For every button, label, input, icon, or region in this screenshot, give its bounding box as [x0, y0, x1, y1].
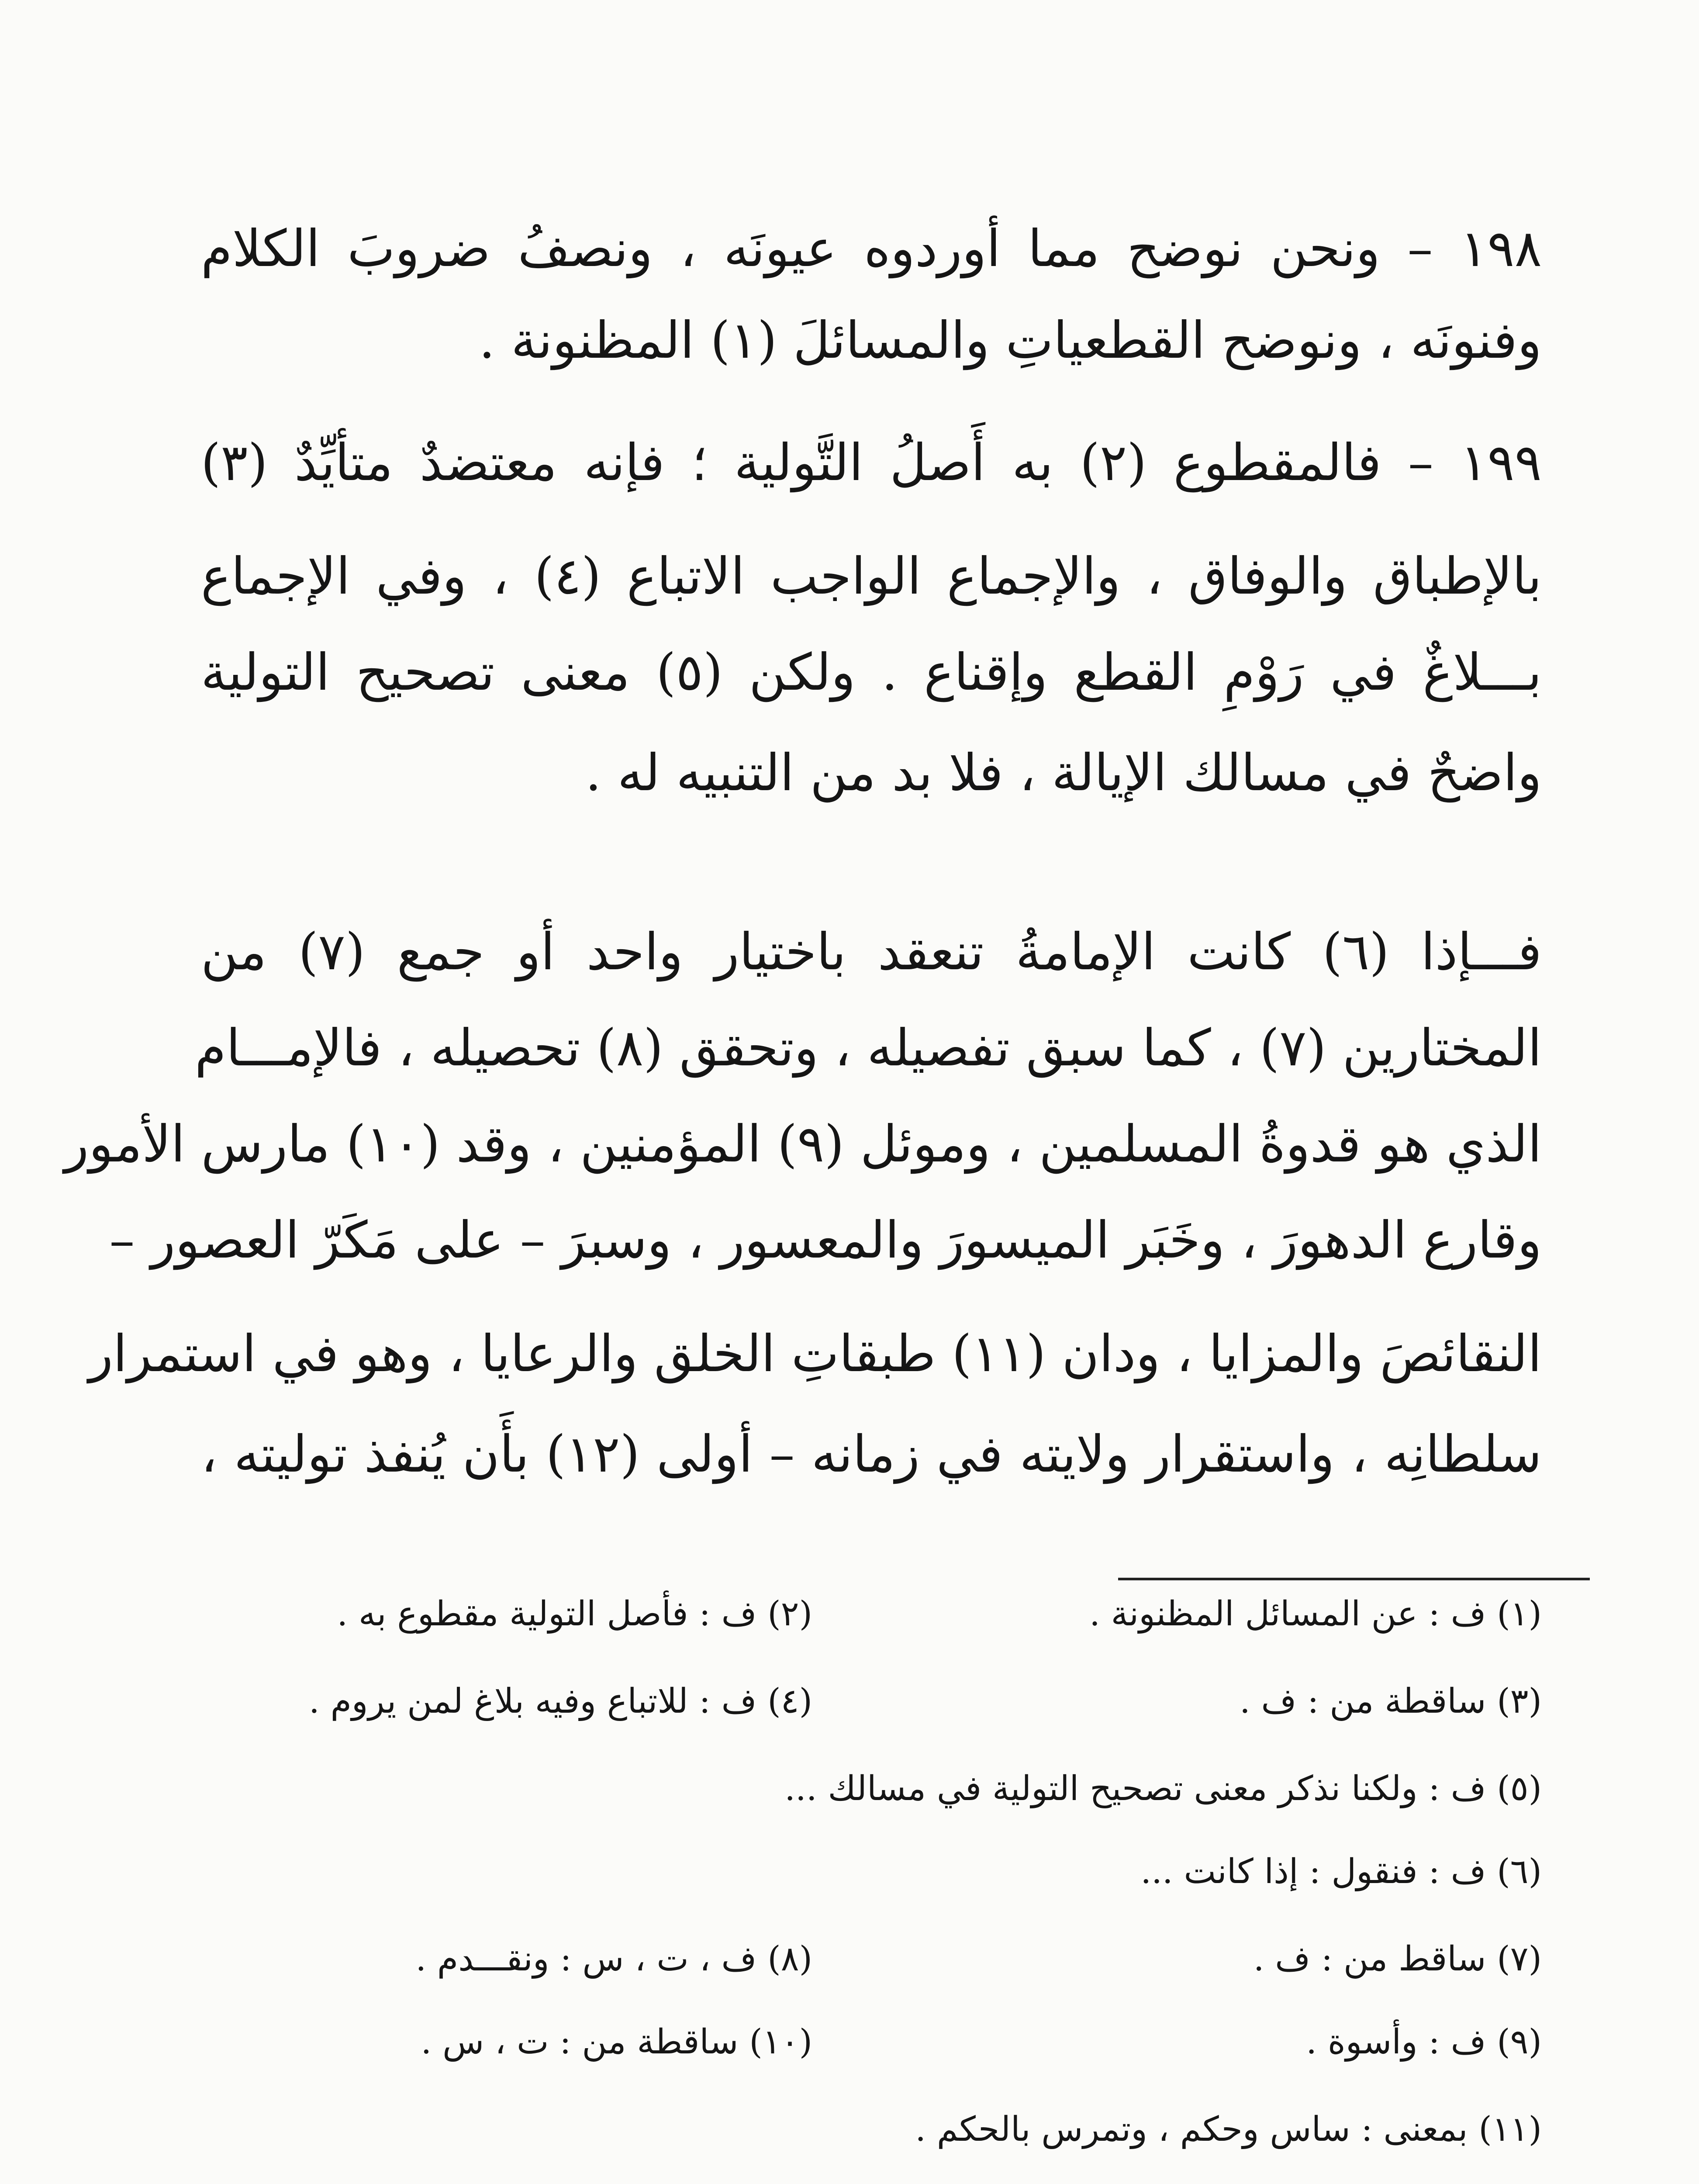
footnote-6: (٦) ف : فنقول : إذا كانت ...	[1140, 1852, 1542, 1891]
paragraph-198-line-2: وفنونَه ، ونوضح القطعياتِ والمسائلَ (١) المظنونة .	[479, 311, 1542, 370]
footnote-5: (٥) ف : ولكنا نذكر معنى تصحيح التولية في مسالك ...	[784, 1769, 1542, 1808]
paragraph-3-line-1: فـــإذا (٦) كانت الإمامةُ تنعقد باختيار واحد أو جمع (٧) من	[201, 923, 1542, 981]
footnote-2: (٢) ف : فأصل التولية مقطوع به .	[337, 1594, 812, 1634]
paragraph-199-line-1: ١٩٩ – فالمقطوع (٢) به أَصلُ التَّولية ؛ فإنه معتضدٌ متأيِّدٌ (٣)	[201, 433, 1542, 492]
paragraph-3-line-2: المختارين (٧) ، كما سبق تفصيله ، وتحقق (٨) تحصيله ، فالإمـــام	[195, 1019, 1542, 1078]
footnote-divider	[1118, 1578, 1590, 1580]
paragraph-3-line-3: الذي هو قدوةُ المسلمين ، وموئل (٩) المؤمنين ، وقد (١٠) مارس الأمور	[64, 1115, 1542, 1174]
footnote-3: (٣) ساقطة من : ف .	[1239, 1682, 1542, 1721]
footnote-7: (٧) ساقط من : ف .	[1253, 1939, 1542, 1979]
footnote-10: (١٠) ساقطة من : ت ، س .	[421, 2022, 812, 2062]
paragraph-199-line-2: بالإطباق والوفاق ، والإجماع الواجب الاتباع (٤) ، وفي الإجماع	[201, 547, 1542, 606]
footnote-9: (٩) ف : وأسوة .	[1306, 2022, 1542, 2062]
footnote-11: (١١) بمعنى : ساس وحكم ، وتمرس بالحكم .	[915, 2110, 1542, 2149]
footnote-4: (٤) ف : للاتباع وفيه بلاغ لمن يروم .	[309, 1682, 812, 1721]
paragraph-198-line-1: ١٩٨ – ونحن نوضح مما أوردوه عيونَه ، ونصفُ ضروبَ الكلام	[201, 219, 1542, 278]
paragraph-3-line-6: سلطانِه ، واستقرار ولايته في زمانه – أولى (١٢) بأَن يُنفذ توليته ،	[201, 1425, 1542, 1484]
paragraph-199-line-4: واضحٌ في مسالك الإيالة ، فلا بد من التنبيه له .	[585, 743, 1542, 802]
footnote-8: (٨) ف ، ت ، س : ونقـــدم .	[415, 1939, 812, 1979]
paragraph-3-line-4: وقارع الدهورَ ، وخَبَر الميسورَ والمعسور ، وسبرَ – على مَكَرّ العصور –	[109, 1211, 1542, 1270]
footnote-1: (١) ف : عن المسائل المظنونة .	[1089, 1594, 1542, 1634]
paragraph-199-line-3: بـــلاغٌ في رَوْمِ القطع وإقناع . ولكن (٥) معنى تصحيح التولية	[201, 643, 1542, 702]
paragraph-3-line-5: النقائصَ والمزايا ، ودان (١١) طبقاتِ الخلق والرعايا ، وهو في استمرار	[88, 1324, 1542, 1383]
